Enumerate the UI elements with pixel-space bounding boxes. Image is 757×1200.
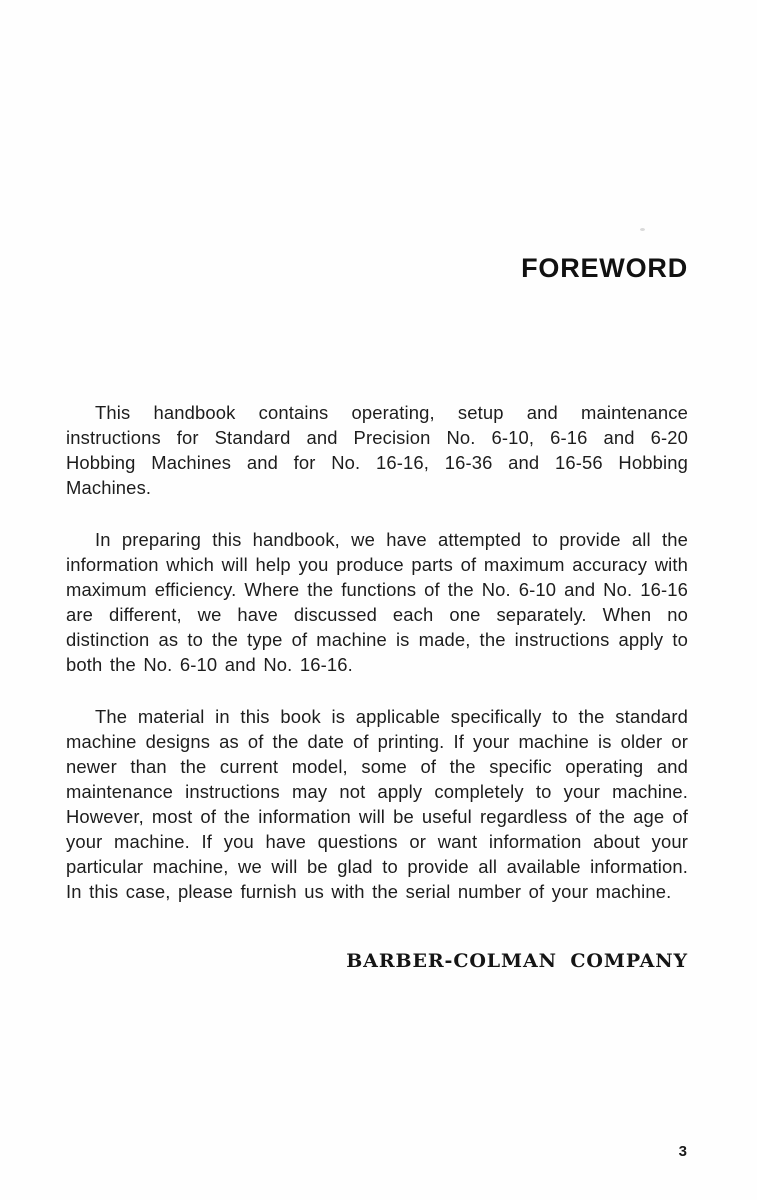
paragraph-1: This handbook contains operating, setup and maintenance instructions for Standard and Precision No. 6-10, 6-16 and 6-20 Hobbing Machines and for No. 16-16, 16-36 and 16-56 Hobbing Machines.: [66, 402, 688, 498]
company-signature: BARBER-COLMAN COMPANY: [346, 950, 688, 972]
paragraph-3: The material in this book is applicable specifically to the standard machine designs as of the date of printing. If your machine is older or newer than the current model, some of the specific operating and maintenance instructions may not apply completely to your machine. However, most of the information will be useful regardless of the age of your machine. If you have questions or want information about your particular machine, we will be glad to provide all available information. In this case, please furnish us with the serial number of your machine.: [66, 706, 688, 902]
body-text-block: [66, 400, 688, 904]
page-title: FOREWORD: [521, 253, 688, 283]
page-number: 3: [678, 1143, 687, 1160]
paragraph-2: In preparing this handbook, we have attempted to provide all the information which will help you produce parts of maximum accuracy with maximum efficiency. Where the functions of the No. 6-10 and No. 16-16 are different, we have discussed each one separately. When no distinction as to the type of machine is made, the instructions apply to both the No. 6-10 and No. 16-16.: [66, 529, 688, 675]
